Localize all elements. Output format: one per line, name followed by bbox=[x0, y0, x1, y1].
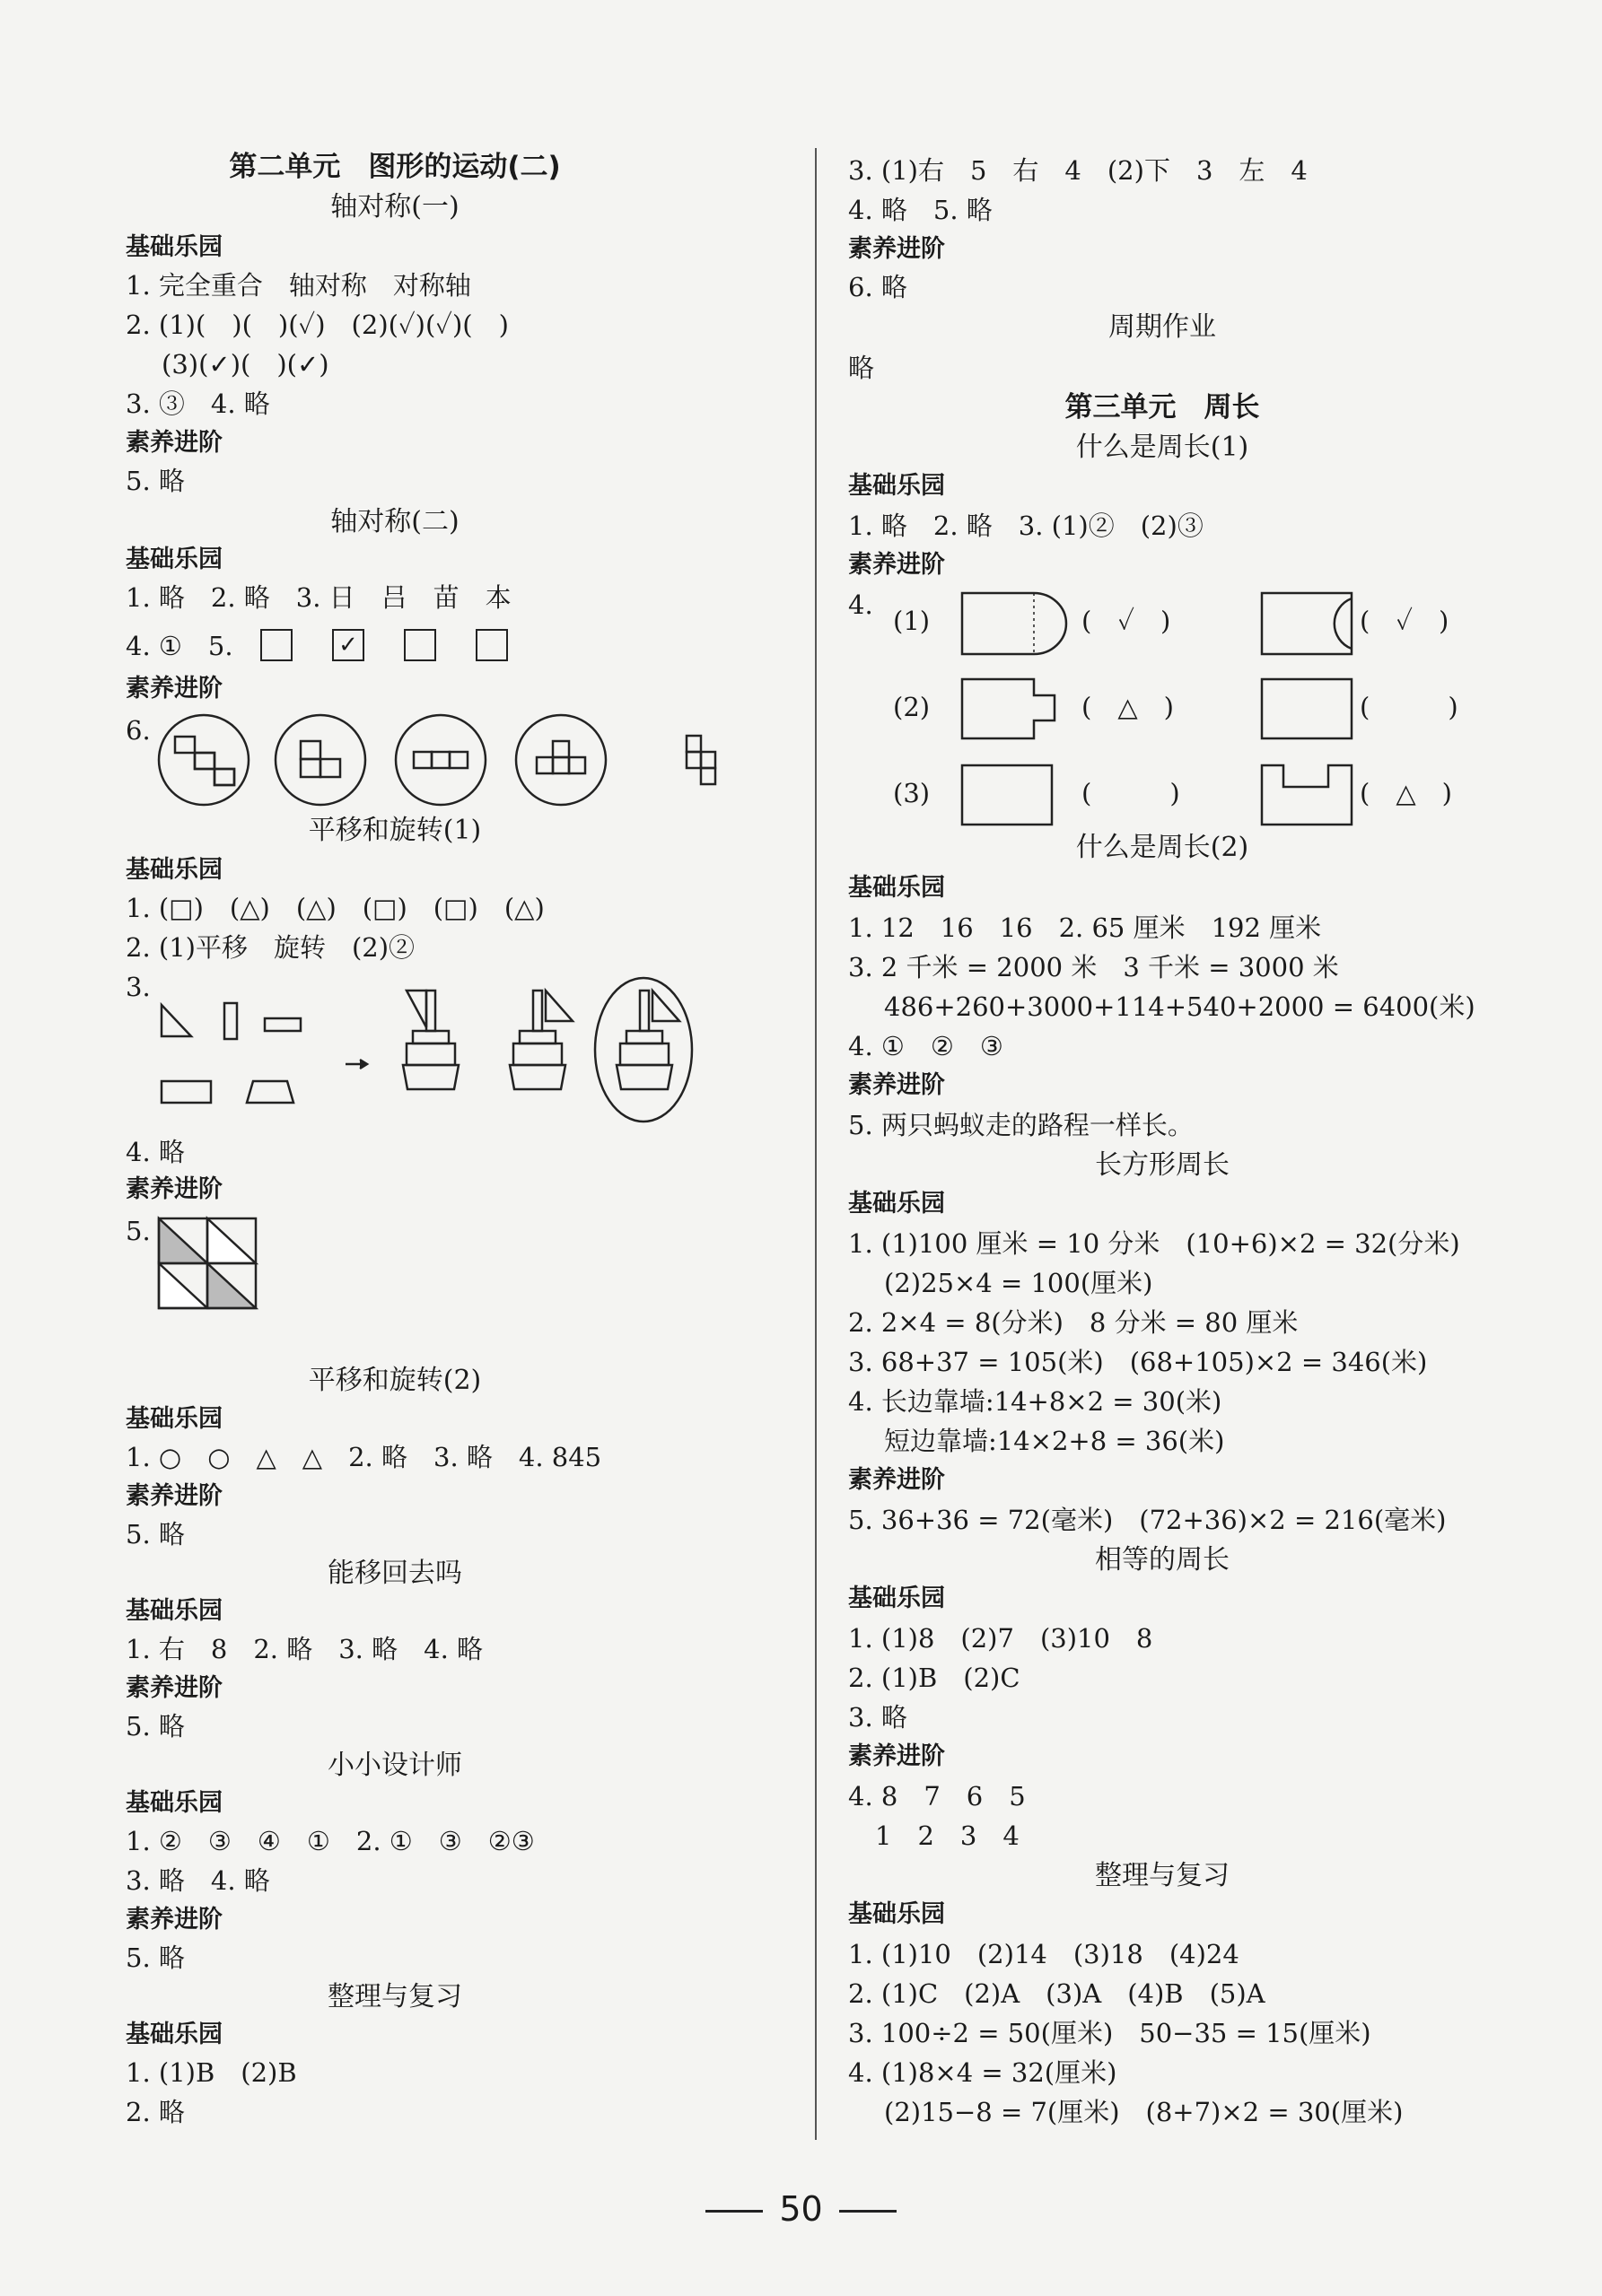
question-label: 5. bbox=[126, 1216, 151, 1246]
page-number bbox=[0, 2189, 1602, 2229]
lesson-title: 平移和旋转(1) bbox=[308, 815, 482, 846]
section-heading-advanced: 素养进阶 bbox=[848, 1466, 945, 1494]
answer-line: 2. (1)C (2)A (3)A (4)B (5)A bbox=[848, 1978, 1265, 2009]
section-heading-basic: 基础乐园 bbox=[126, 546, 223, 573]
row-answer: ( △ ) bbox=[1360, 778, 1452, 808]
answer-line: 1. (□) (△) (△) (□) (□) (△) bbox=[126, 893, 545, 923]
circled-shapes-figure bbox=[157, 714, 731, 813]
empty-box bbox=[260, 629, 293, 661]
answer-line: (2)15−8 = 7(厘米) (8+7)×2 = 30(厘米) bbox=[884, 2097, 1404, 2127]
answer-line: 1. ○ ○ △ △ 2. 略 3. 略 4. 845 bbox=[126, 1442, 602, 1472]
answer-line: 5. 略 bbox=[126, 1942, 185, 1973]
section-heading-basic: 基础乐园 bbox=[126, 1405, 223, 1433]
checked-box: ✓ bbox=[332, 629, 364, 661]
question-label: 4. bbox=[848, 589, 873, 620]
answer-line: 1. 略 2. 略 3. (1)② (2)③ bbox=[848, 511, 1204, 541]
perimeter-shapes-figure bbox=[951, 588, 1364, 830]
answer-line: 3. 2 千米 = 2000 米 3 千米 = 3000 米 bbox=[848, 952, 1339, 982]
lesson-title: 什么是周长(1) bbox=[1075, 432, 1249, 463]
answer-line: 3. 略 bbox=[848, 1702, 907, 1733]
row-answer: ( ) bbox=[1081, 778, 1180, 808]
answer-line: 4. (1)8×4 = 32(厘米) bbox=[848, 2057, 1117, 2088]
lesson-title: 轴对称(二) bbox=[330, 506, 460, 537]
answer-line: 1. 12 16 16 2. 65 厘米 192 厘米 bbox=[848, 912, 1322, 943]
answer-line: 3. 68+37 = 105(米) (68+105)×2 = 346(米) bbox=[848, 1347, 1428, 1377]
answer-line: 3. 100÷2 = 50(厘米) 50−35 = 15(厘米) bbox=[848, 2018, 1371, 2048]
answer-line: 3. ③ 4. 略 bbox=[126, 388, 270, 419]
answer-line: 1. (1)10 (2)14 (3)18 (4)24 bbox=[848, 1939, 1239, 1969]
question-label: 6. bbox=[126, 715, 151, 746]
section-heading-basic: 基础乐园 bbox=[848, 472, 945, 500]
row-label: (3) bbox=[893, 778, 931, 808]
row-answer: ( ✓ ) bbox=[1360, 606, 1449, 636]
lesson-title: 平移和旋转(2) bbox=[308, 1365, 482, 1396]
answer-line: 3. (1)右 5 右 4 (2)下 3 左 4 bbox=[848, 155, 1308, 186]
answer-line: 2. 2×4 = 8(分米) 8 分米 = 80 厘米 bbox=[848, 1307, 1299, 1338]
answer-line: 略 bbox=[848, 353, 875, 383]
answer-line: 4. 8 7 6 5 bbox=[848, 1781, 1026, 1811]
answer-line: 5. 36+36 = 72(毫米) (72+36)×2 = 216(毫米) bbox=[848, 1505, 1447, 1535]
section-heading-basic: 基础乐园 bbox=[126, 856, 223, 884]
lesson-title: 能移回去吗 bbox=[328, 1558, 462, 1589]
section-heading-advanced: 素养进阶 bbox=[126, 429, 223, 457]
answer-line: 1. (1)8 (2)7 (3)10 8 bbox=[848, 1623, 1153, 1654]
section-heading-advanced: 素养进阶 bbox=[848, 551, 945, 579]
boat-shapes-figure bbox=[157, 978, 731, 1122]
answer-boxes bbox=[260, 629, 547, 661]
lesson-title: 相等的周长 bbox=[1095, 1544, 1230, 1576]
answer-line: 1. (1)100 厘米 = 10 分米 (10+6)×2 = 32(分米) bbox=[848, 1228, 1460, 1259]
section-heading-advanced: 素养进阶 bbox=[848, 235, 945, 263]
lesson-title: 整理与复习 bbox=[328, 1981, 462, 2012]
answer-line: 4. 略 5. 略 bbox=[848, 195, 993, 225]
answer-line: (3)(✓)( )(✓) bbox=[162, 349, 329, 380]
empty-box bbox=[476, 629, 508, 661]
answer-line: 1. 完全重合 轴对称 对称轴 bbox=[126, 270, 471, 301]
lesson-title: 周期作业 bbox=[1108, 311, 1216, 343]
column-divider bbox=[815, 148, 817, 2140]
lesson-title: 整理与复习 bbox=[1095, 1860, 1230, 1891]
answer-line: 1 2 3 4 bbox=[875, 1820, 1020, 1851]
lesson-title: 小小设计师 bbox=[328, 1750, 462, 1781]
answer-line: 5. 略 bbox=[126, 1519, 185, 1550]
answer-line: 2. (1)平移 旋转 (2)② bbox=[126, 932, 416, 963]
answer-line: 6. 略 bbox=[848, 272, 907, 302]
answer-line: 4. 长边靠墙:14+8×2 = 30(米) bbox=[848, 1386, 1222, 1417]
answer-line: (2)25×4 = 100(厘米) bbox=[884, 1268, 1153, 1298]
row-answer: ( ) bbox=[1360, 692, 1458, 722]
section-heading-advanced: 素养进阶 bbox=[126, 675, 223, 703]
section-heading-advanced: 素养进阶 bbox=[848, 1742, 945, 1770]
answer-line: 短边靠墙:14×2+8 = 36(米) bbox=[884, 1426, 1225, 1456]
answer-line: 4. ① ② ③ bbox=[848, 1031, 1003, 1061]
answer-line: 2. (1)B (2)C bbox=[848, 1663, 1020, 1693]
answer-line: 5. 两只蚂蚁走的路程一样长。 bbox=[848, 1110, 1194, 1140]
section-heading-advanced: 素养进阶 bbox=[126, 1175, 223, 1203]
answer-line: 1. 右 8 2. 略 3. 略 4. 略 bbox=[126, 1634, 483, 1664]
answer-line: 2. 略 bbox=[126, 2097, 185, 2127]
section-heading-advanced: 素养进阶 bbox=[848, 1071, 945, 1099]
row-answer: ( △ ) bbox=[1081, 692, 1174, 722]
section-heading-basic: 基础乐园 bbox=[848, 1900, 945, 1928]
question-label: 3. bbox=[126, 972, 151, 1002]
row-answer: ( ✓ ) bbox=[1081, 606, 1171, 636]
section-heading-basic: 基础乐园 bbox=[848, 874, 945, 902]
answer-line: 2. (1)( )( )(✓) (2)(✓)(✓)( ) bbox=[126, 310, 509, 340]
triangle-grid-figure bbox=[157, 1217, 260, 1311]
section-heading-basic: 基础乐园 bbox=[848, 1190, 945, 1218]
lesson-title: 长方形周长 bbox=[1095, 1149, 1230, 1181]
answer-line: 1. 略 2. 略 3. 日 吕 苗 本 bbox=[126, 582, 512, 613]
unit-title-2: 第二单元 图形的运动(二) bbox=[229, 151, 561, 183]
page-number-text: 50 bbox=[779, 2189, 823, 2229]
answer-line: 5. 略 bbox=[126, 1711, 185, 1742]
row-label: (2) bbox=[893, 692, 931, 722]
answer-line: 5. 略 bbox=[126, 466, 185, 496]
section-heading-basic: 基础乐园 bbox=[126, 1789, 223, 1817]
answer-line: 1. ② ③ ④ ① 2. ① ③ ②③ bbox=[126, 1826, 535, 1856]
empty-box bbox=[404, 629, 436, 661]
answer-line: 3. 略 4. 略 bbox=[126, 1865, 270, 1896]
section-heading-advanced: 素养进阶 bbox=[126, 1674, 223, 1702]
lesson-title: 轴对称(一) bbox=[330, 191, 460, 223]
answer-line: 1. (1)B (2)B bbox=[126, 2057, 297, 2088]
lesson-title: 什么是周长(2) bbox=[1075, 832, 1249, 863]
section-heading-basic: 基础乐园 bbox=[848, 1585, 945, 1612]
row-label: (1) bbox=[893, 606, 931, 636]
answer-line: 486+260+3000+114+540+2000 = 6400(米) bbox=[884, 991, 1475, 1022]
section-heading-basic: 基础乐园 bbox=[126, 1597, 223, 1625]
answer-line: 4. 略 bbox=[126, 1137, 185, 1167]
answer-line: 4. ① 5. bbox=[126, 631, 233, 661]
section-heading-advanced: 素养进阶 bbox=[126, 1482, 223, 1510]
section-heading-basic: 基础乐园 bbox=[126, 2021, 223, 2048]
unit-title-3: 第三单元 周长 bbox=[1064, 391, 1260, 423]
section-heading-basic: 基础乐园 bbox=[126, 233, 223, 261]
section-heading-advanced: 素养进阶 bbox=[126, 1906, 223, 1934]
